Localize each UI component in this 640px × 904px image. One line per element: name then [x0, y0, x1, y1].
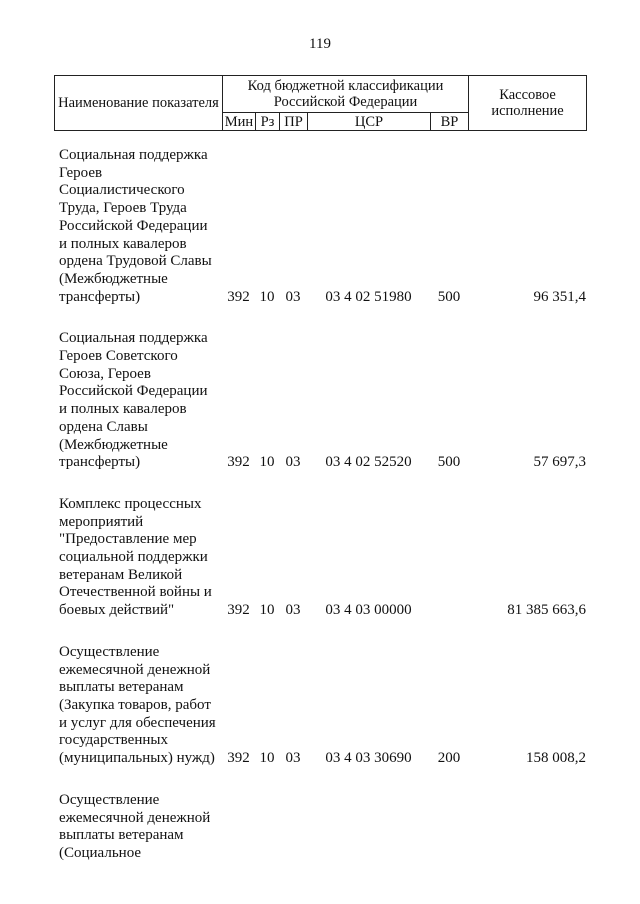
- row-vr: 200: [437, 750, 461, 767]
- row-rz: 10: [259, 750, 275, 767]
- row-pr: 03: [285, 454, 301, 471]
- row-name: Социальная поддержка Героев Советского Союза, Героев Российской Федерации и полных кавалеров ордена Славы (Межбюджетные трансферты): [59, 330, 208, 471]
- row-vr: 500: [437, 288, 461, 305]
- table-row: [54, 330, 586, 472]
- header-amount-column: Кассовое исполнение: [469, 76, 587, 131]
- table-row: [54, 496, 586, 620]
- row-min: 392: [227, 288, 250, 305]
- row-amount: 158 008,2: [526, 750, 586, 767]
- page-number: 119: [309, 36, 331, 52]
- row-name: Социальная поддержка Героев Социалистического Труда, Героев Труда Российской Федерации и полных кавалеров ордена Трудовой Славы (Межбюджетные трансферты): [59, 147, 212, 305]
- row-csr: 03 4 03 30690: [325, 750, 412, 767]
- row-min: 392: [227, 602, 250, 619]
- header-rz: Рз: [256, 113, 280, 131]
- row-csr: 03 4 03 00000: [325, 602, 412, 619]
- row-rz: 10: [259, 454, 275, 471]
- header-csr: ЦСР: [308, 113, 431, 131]
- row-vr: 500: [437, 454, 461, 471]
- header-vr: ВР: [431, 113, 469, 131]
- header-code-group: Код бюджетной классификации Российской Федерации: [223, 76, 469, 113]
- header-min: Мин: [223, 113, 256, 131]
- row-min: 392: [227, 454, 250, 471]
- table-body: [54, 147, 586, 887]
- row-rz: 10: [259, 602, 275, 619]
- row-pr: 03: [285, 602, 301, 619]
- row-amount: 81 385 663,6: [507, 602, 586, 619]
- row-pr: 03: [285, 750, 301, 767]
- table-row: [54, 792, 586, 863]
- header-pr: ПР: [280, 113, 308, 131]
- row-name: Осуществление ежемесячной денежной выплаты ветеранам (Закупка товаров, работ и услуг для обеспечения государственных (муниципальных) нужд): [59, 643, 216, 767]
- row-rz: 10: [259, 288, 275, 305]
- table-row: [54, 147, 586, 306]
- row-amount: 57 697,3: [533, 454, 586, 471]
- table-header: [54, 75, 587, 131]
- row-csr: 03 4 02 52520: [325, 454, 412, 471]
- row-name: Комплекс процессных мероприятий "Предоставление мер социальной поддержки ветеранам Великой Отечественной войны и боевых действий": [59, 495, 212, 619]
- row-pr: 03: [285, 288, 301, 305]
- header-name-column: Наименование показателя: [55, 76, 223, 131]
- row-amount: 96 351,4: [533, 288, 586, 305]
- row-min: 392: [227, 750, 250, 767]
- table-row: [54, 644, 586, 768]
- row-name: Осуществление ежемесячной денежной выплаты ветеранам (Социальное: [59, 791, 211, 861]
- row-csr: 03 4 02 51980: [325, 288, 412, 305]
